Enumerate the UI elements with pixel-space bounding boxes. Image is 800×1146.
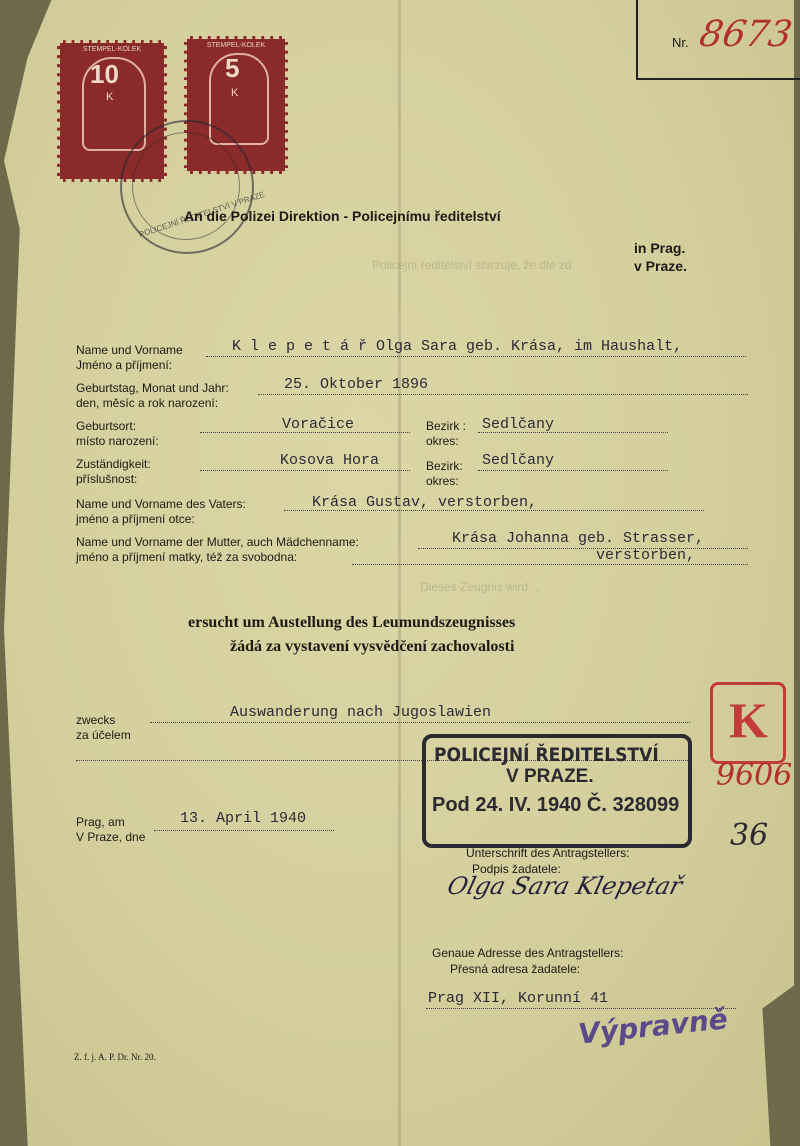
date-value: 13. April 1940 — [180, 810, 307, 827]
purpose-label-cz: za účelem — [76, 728, 131, 742]
birthdate-label-de: Geburtstag, Monat und Jahr: — [76, 381, 229, 395]
stamp-k: K — [106, 91, 114, 103]
name-label-de: Name und Vorname — [76, 343, 183, 357]
vypravne-stamp: Výpravně — [576, 1002, 730, 1051]
form-code: Z. f. j. A. P. Dr. Nr. 20. — [74, 1052, 156, 1062]
date-label-cz: V Praze, dne — [76, 830, 146, 844]
bezirk2-label-cz: okres: — [426, 474, 459, 488]
ghost-text: Policejní ředitelství stvrzuje, že dle zd — [372, 258, 572, 272]
police-stamp-line3: Pod 24. IV. 1940 Č. 328099 — [432, 794, 680, 816]
birthdate-value: 25. Oktober 1896 — [284, 376, 429, 393]
bezirk1-label-de: Bezirk : — [426, 419, 467, 433]
birthplace-value: Voračice — [282, 416, 355, 433]
father-value: Krása Gustav, verstorben, — [312, 494, 538, 511]
nr-label: Nr. — [672, 35, 689, 50]
round-police-seal — [120, 120, 266, 254]
father-label-de: Name und Vorname des Vaters: — [76, 497, 246, 511]
purpose-value: Auswanderung nach Jugoslawien — [230, 704, 492, 721]
zustandigkeit-value: Kosova Hora — [280, 452, 380, 469]
birthplace-label-de: Geburtsort: — [76, 419, 137, 433]
seal-text: POLICEJNÍ ŘEDITELSTVÍ V PRAZE — [137, 189, 266, 240]
nr-value: 8673 — [696, 14, 796, 55]
stamp-value: 5 — [225, 53, 240, 83]
red-k-letter: K — [729, 692, 768, 748]
paper-fold-line — [398, 0, 401, 1146]
police-stamp-line2: V PRAZE. — [506, 766, 594, 787]
signature-label-cz: Podpis žadatele: — [472, 862, 561, 876]
date-label-de: Prag, am — [76, 815, 125, 829]
request-line-cz: žádá za vystavení vysvědčení zachovalosti — [230, 638, 515, 655]
city-cz: v Praze. — [634, 258, 687, 274]
stamp-value: 10 — [90, 59, 119, 89]
red-number-1: 9606 — [716, 758, 793, 793]
purpose-line — [150, 722, 690, 723]
address-value: Prag XII, Korunní 41 — [428, 990, 609, 1007]
ghost-text: Dieses Zeugnis wird ... — [420, 580, 542, 594]
police-receipt-stamp — [422, 734, 692, 848]
mother-value-2: verstorben, — [596, 547, 696, 564]
father-label-cz: jméno a příjmení otce: — [76, 512, 195, 526]
stamp-band-text: STEMPEL-KOLEK — [206, 42, 266, 49]
address-label-de: Genaue Adresse des Antragstellers: — [432, 946, 624, 960]
birthdate-label-cz: den, měsíc a rok narození: — [76, 396, 219, 410]
stamp-band-text: STEMPEL-KOLEK — [82, 46, 142, 53]
bezirk2-value: Sedlčany — [482, 452, 555, 469]
address-label-cz: Přesná adresa žadatele: — [450, 962, 581, 976]
police-stamp-line1: POLICEJNÍ ŘEDITELSTVÍ — [434, 744, 659, 766]
zustandigkeit-line — [200, 470, 410, 471]
bezirk2-line — [478, 470, 668, 471]
signature-label-de: Unterschrift des Antragstellers: — [466, 846, 630, 860]
bezirk1-value: Sedlčany — [482, 416, 555, 433]
mother-label-cz: jméno a příjmení matky, též za svobodna: — [76, 550, 298, 564]
name-label-cz: Jméno a příjmení: — [76, 358, 173, 372]
birthplace-label-cz: místo narození: — [76, 434, 159, 448]
signature: Olga Sara Klepetař — [444, 872, 686, 900]
mother-line — [418, 548, 748, 549]
city-de: in Prag. — [634, 240, 686, 256]
red-k-stamp — [710, 682, 786, 764]
purpose-label-de: zwecks — [76, 713, 116, 727]
name-value: K l e p e t á ř Olga Sara geb. Krása, im Haushalt, — [232, 338, 683, 355]
stamp-k: K — [231, 87, 239, 99]
request-line-de: ersucht um Austellung des Leumundszeugnisses — [188, 614, 516, 631]
red-number-2: 36 — [730, 818, 769, 853]
zustandigkeit-label-cz: příslušnost: — [76, 472, 138, 486]
mother-line-2 — [352, 564, 748, 565]
mother-label-de: Name und Vorname der Mutter, auch Mädchenname: — [76, 535, 359, 549]
addressee-line: An die Polizei Direktion - Policejnímu ředitelství — [184, 208, 501, 224]
date-line — [154, 830, 334, 831]
birthdate-line — [258, 394, 748, 395]
bezirk1-label-cz: okres: — [426, 434, 459, 448]
mother-value-1: Krása Johanna geb. Strasser, — [452, 530, 705, 547]
name-line — [206, 356, 746, 357]
bezirk2-label-de: Bezirk: — [426, 459, 463, 473]
zustandigkeit-label-de: Zuständigkeit: — [76, 457, 151, 471]
